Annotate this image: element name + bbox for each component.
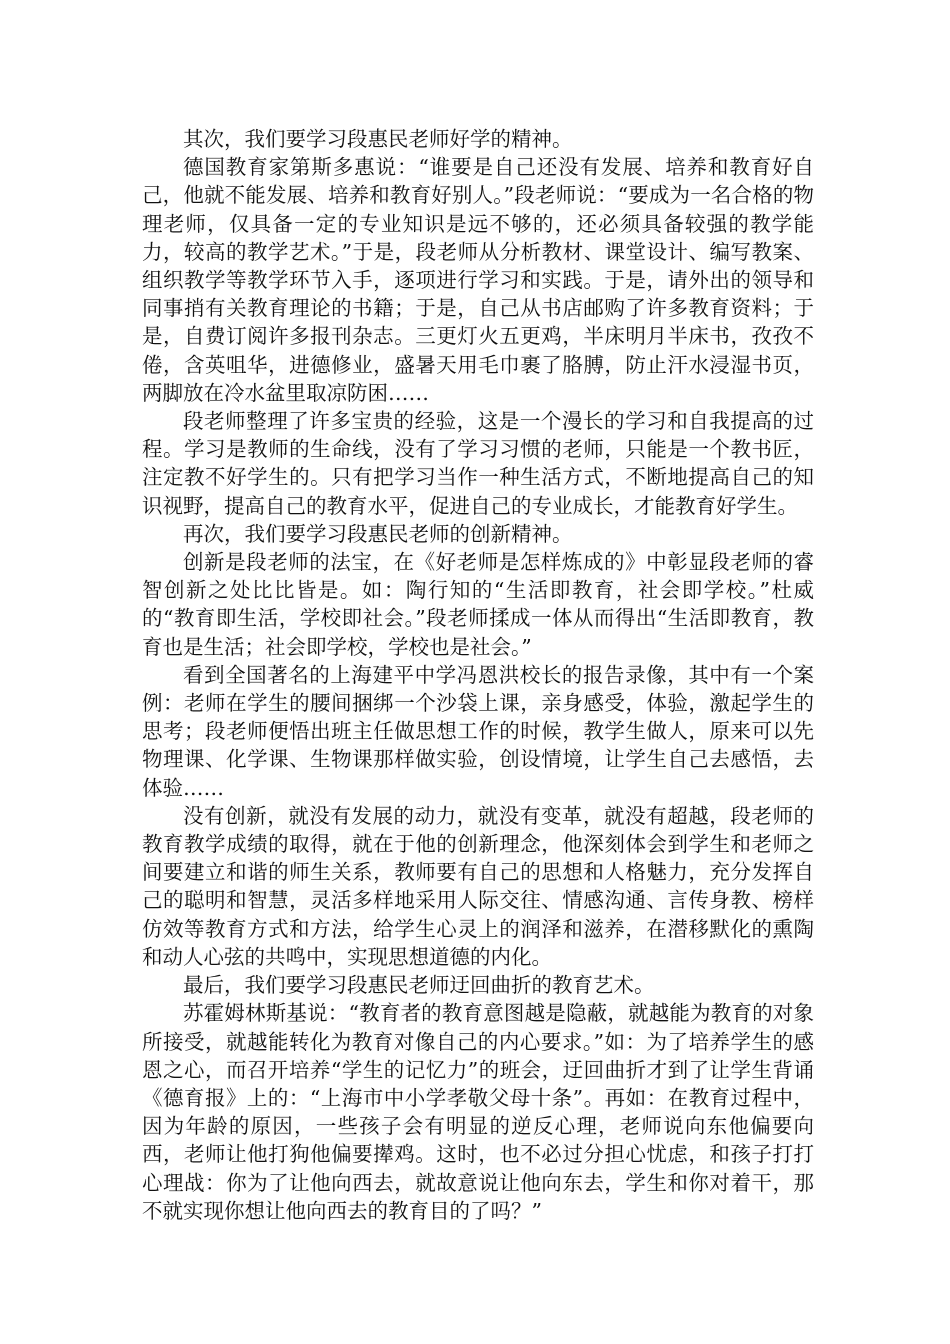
paragraph-6: 看到全国著名的上海建平中学冯恩洪校长的报告录像，其中有一个案例：老师在学生的腰间捆绑一个沙袋上课，亲身感受，体验，激起学生的思考；段老师便悟出班主任做思想工作的时候，教学生做人，原来可以先物理课、化学课、生物课那样做实验，创设情境，让学生自己去感悟，去体验…… (142, 662, 814, 800)
paragraph-2: 德国教育家第斯多惠说：“谁要是自己还没有发展、培养和教育好自己，他就不能发展、培养和教育好别人。”段老师说：“要成为一名合格的物理老师，仅具备一定的专业知识是远不够的，还必须具备较强的教学能力，较高的教学艺术。”于是，段老师从分析教材、课堂设计、编写教案、组织教学等教学环节入手，逐项进行学习和实践。于是，请外出的领导和同事捎有关教育理论的书籍；于是，自己从书店邮购了许多教育资料；于是，自费订阅许多报刊杂志。三更灯火五更鸡，半床明月半床书，孜孜不倦，含英咀华，进德修业，盛暑天用毛巾裹了胳膊，防止汗水浸湿书页，两脚放在冷水盆里取凉防困…… (142, 155, 814, 405)
paragraph-5: 创新是段老师的法宝，在《好老师是怎样炼成的》中彰显段老师的睿智创新之处比比皆是。如：陶行知的“生活即教育，社会即学校。”杜威的“教育即生活，学校即社会。”段老师揉成一体从而得出“生活即教育，教育也是生活；社会即学校，学校也是社会。” (142, 550, 814, 659)
paragraph-1: 其次，我们要学习段惠民老师好学的精神。 (183, 127, 573, 151)
paragraph-4: 再次，我们要学习段惠民老师的创新精神。 (183, 521, 573, 546)
paragraph-7: 没有创新，就没有发展的动力，就没有变革，就没有超越，段老师的教育教学成绩的取得，就在于他的创新理念，他深刻体会到学生和老师之间要建立和谐的师生关系，教师要有自己的思想和人格魅力，充分发挥自己的聪明和智慧，灵活多样地采用人际交往、情感沟通、言传身教、榜样仿效等教育方式和方法，给学生心灵上的润泽和滋养，在潜移默化的熏陶和动人心弦的共鸣中，实现思想道德的内化。 (142, 803, 814, 969)
paragraph-9: 苏霍姆林斯基说：“教育者的教育意图越是隐蔽，就越能为教育的对象所接受，就越能转化为教育对像自己的内心要求。”如：为了培养学生的感恩之心，而召开培养“学生的记忆力”的班会，迂回曲折才到了让学生背诵《德育报》上的：“上海市中小学孝敬父母十条”。再如：在教育过程中，因为年龄的原因，一些孩子会有明显的逆反心理，老师说向东他偏要向西，老师让他打狗他偏要撵鸡。这时，也不必过分担心忧虑，和孩子打打心理战：你为了让他向西去，就故意说让他向东去，学生和你对着干，那不就实现你想让他向西去的教育目的了吗？” (142, 1001, 814, 1223)
paragraph-3: 段老师整理了许多宝贵的经验，这是一个漫长的学习和自我提高的过程。学习是教师的生命线，没有了学习习惯的老师，只能是一个教书匠，注定教不好学生的。只有把学习当作一种生活方式，不断地提高自己的知识视野，提高自己的教育水平，促进自己的专业成长，才能教育好学生。 (142, 409, 814, 518)
paragraph-8: 最后，我们要学习段惠民老师迂回曲折的教育艺术。 (183, 973, 655, 998)
document-body (142, 125, 814, 1225)
